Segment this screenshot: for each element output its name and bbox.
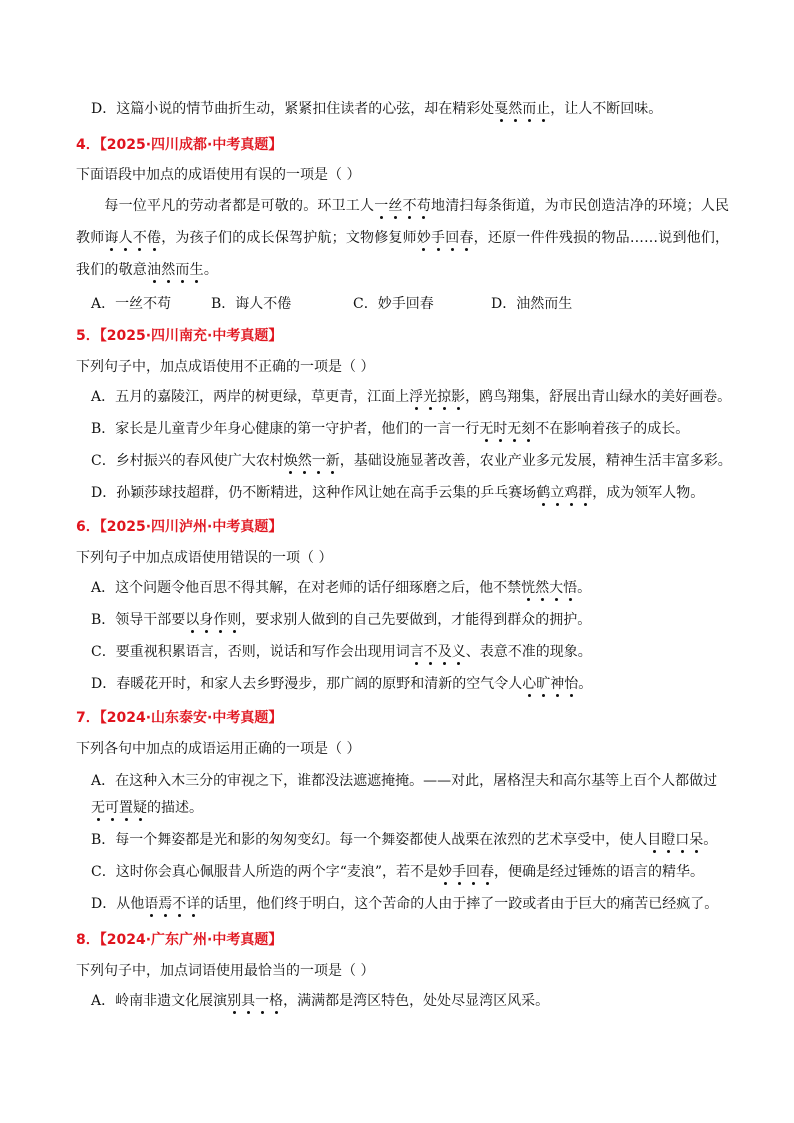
emphasis-dot-char: 油 [147, 262, 162, 278]
emphasis-dot-char: 鸡 [564, 485, 579, 501]
text-segment: A．这个问题令他百思不得其解，在对老师的话仔细琢磨之后，他不禁 [91, 580, 522, 596]
emphasis-dot-char: 然 [535, 580, 550, 596]
text-segment: 的话里，他们终于明白，这个苦命的人由于摔了一跤或者由于巨大的痛苦已经疯了。 [200, 896, 719, 912]
q5-option-d[interactable] [91, 484, 704, 502]
q7-option-a-cont[interactable] [91, 799, 203, 817]
emphasis-dot-char: 丝 [388, 198, 403, 214]
emphasis-dot-char: 瞪 [661, 832, 676, 848]
emphasized-idiom [91, 800, 147, 816]
emphasis-dot-char: 然 [161, 262, 176, 278]
q4-passage-line-1 [76, 197, 729, 215]
emphasis-dot-char: 置 [119, 800, 133, 816]
q4-choice-a[interactable]: A．一丝不苟 [91, 296, 172, 312]
text-segment: A．在这种入木三分的审视之下，谁都没法遮遮掩掩。——对此，屠格涅夫和高尔基等上百个人都做过 [91, 773, 718, 789]
q7-option-d[interactable] [91, 895, 718, 913]
q6-option-c[interactable] [91, 643, 592, 661]
emphasis-dot-char: 妙 [416, 230, 432, 246]
emphasis-dot-char: 呆 [689, 832, 704, 848]
q6-header: 6．【2025·四川泸州·中考真题】 [76, 519, 283, 535]
emphasized-idiom [374, 198, 431, 214]
emphasis-dot-char: 春 [480, 864, 495, 880]
emphasized-idiom [438, 864, 494, 880]
emphasis-dot-char: 人 [118, 230, 133, 246]
q6-option-b[interactable] [91, 611, 591, 629]
q4-stem: 下面语段中加点的成语使用有误的一项是（ ） [76, 167, 361, 183]
emphasis-dot-char: 掠 [437, 389, 452, 405]
emphasis-dot-char: 格 [269, 993, 284, 1009]
emphasis-dot-char: 戛 [494, 101, 509, 117]
emphasis-dot-char: 目 [647, 832, 662, 848]
emphasis-dot-char: 不 [172, 896, 187, 912]
text-segment: ，还原一件件残损的物品……说到他们， [473, 230, 730, 246]
emphasis-dot-char: 影 [451, 389, 466, 405]
q6-option-a[interactable] [91, 579, 591, 597]
emphasis-dot-char: 怡 [564, 676, 579, 692]
emphasized-idiom [409, 389, 465, 405]
emphasis-dot-char: 心 [522, 676, 537, 692]
text-segment: 每一位平凡的劳动者都是可敬的。环卫工人 [76, 198, 375, 214]
text-segment: D．从他 [91, 896, 145, 912]
text-segment: 我们的敬意 [76, 262, 147, 278]
emphasis-dot-char: 义 [451, 644, 466, 660]
q7-option-b[interactable] [91, 831, 717, 849]
emphasis-dot-char: 无 [479, 421, 494, 437]
q5-option-c[interactable] [91, 452, 732, 470]
emphasis-dot-char: 详 [186, 896, 201, 912]
text-segment: B．领导干部要 [91, 612, 186, 628]
q4-choice-c[interactable]: C．妙手回春 [353, 296, 434, 312]
emphasis-dot-char: 鹤 [536, 485, 551, 501]
emphasis-dot-char: 一 [255, 993, 270, 1009]
text-segment: 、表意不准的现象。 [465, 644, 592, 660]
text-segment: C．乡村振兴的春风使广大农村 [91, 453, 284, 469]
emphasis-dot-char: 手 [452, 864, 467, 880]
text-segment: B．家长是儿童青少年身心健康的第一守护者，他们的一言一行 [91, 421, 480, 437]
emphasis-dot-char: 及 [437, 644, 452, 660]
text-segment: 。 [203, 262, 219, 278]
emphasis-dot-char: 诲 [104, 230, 119, 246]
text-segment: ，鸥鸟翔集，舒展出青山绿水的美好画卷。 [465, 389, 732, 405]
text-segment: B．每一个舞姿都是光和影的匆匆变幻。每一个舞姿都使人战栗在浓烈的艺术享受中，使人 [91, 832, 648, 848]
emphasized-idiom [147, 262, 204, 278]
emphasis-dot-char: 可 [105, 800, 119, 816]
text-segment: ，成为领军人物。 [592, 485, 705, 501]
emphasis-dot-char: 而 [175, 262, 190, 278]
emphasized-idiom [521, 580, 577, 596]
q3-option-d-before: D．这篇小说的情节曲折生动，紧紧扣住读者的心弦，却在精彩处 [91, 101, 495, 117]
emphasized-idiom [410, 644, 466, 660]
text-segment: ，为孩子们的成长保驾护航；文物修复师 [161, 230, 417, 246]
emphasized-idiom [494, 101, 550, 117]
emphasis-dot-char: 旷 [536, 676, 551, 692]
text-segment: D．春暖花开时，和家人去乡野漫步，那广阔的原野和清新的空气令人 [91, 676, 523, 692]
emphasis-dot-char: 回 [445, 230, 460, 246]
q6-option-d[interactable] [91, 675, 592, 693]
q4-passage-line-2 [76, 229, 729, 247]
q8-stem: 下列句子中，加点词语使用最恰当的一项是（ ） [76, 963, 375, 979]
emphasis-dot-char: 焉 [158, 896, 173, 912]
emphasis-dot-char: 立 [550, 485, 565, 501]
text-segment: C．要重视积累语言，否则，说话和写作会出现用词 [91, 644, 410, 660]
q5-stem: 下列句子中，加点成语使用不正确的一项是（ ） [76, 359, 375, 375]
emphasis-dot-char: 不 [423, 644, 438, 660]
q4-header: 4．【2025·四川成都·中考真题】 [76, 137, 283, 153]
emphasis-dot-char: 倦 [147, 230, 162, 246]
text-segment: 的描述。 [147, 800, 203, 816]
text-segment: ，基础设施显著改善，农业产业多元发展，精神生活丰富多彩。 [339, 453, 732, 469]
emphasis-dot-char: 以 [185, 612, 200, 628]
emphasis-dot-char: 不 [132, 230, 148, 246]
emphasis-dot-char: 无 [507, 421, 522, 437]
emphasized-idiom [479, 421, 535, 437]
emphasis-dot-char: 回 [466, 864, 481, 880]
emphasis-dot-char: 身 [199, 612, 214, 628]
text-segment: 不在影响着孩子的成长。 [535, 421, 690, 437]
emphasis-dot-char: 浮 [409, 389, 424, 405]
text-segment: A．五月的嘉陵江，两岸的树更绿，草更青，江面上 [91, 389, 410, 405]
q4-choice-d[interactable]: D．油然而生 [491, 296, 573, 312]
emphasis-dot-char: 而 [522, 101, 537, 117]
text-segment: ，要求别人做到的自己先要做到，才能得到群众的拥护。 [241, 612, 592, 628]
emphasis-dot-char: 别 [227, 993, 242, 1009]
text-segment: 教师 [76, 230, 105, 246]
emphasis-dot-char: 苟 [416, 198, 432, 214]
emphasis-dot-char: 然 [508, 101, 523, 117]
emphasis-dot-char: 不 [402, 198, 417, 214]
q7-option-a[interactable] [91, 772, 717, 790]
q7-header: 7．【2024·山东泰安·中考真题】 [76, 710, 283, 726]
text-segment: 。 [703, 832, 718, 848]
q5-option-b[interactable] [91, 420, 689, 438]
emphasis-dot-char: 神 [550, 676, 565, 692]
emphasis-dot-char: 止 [536, 101, 551, 117]
emphasis-dot-char: 春 [459, 230, 474, 246]
q7-stem: 下列各句中加点的成语运用正确的一项是（ ） [76, 741, 361, 757]
emphasis-dot-char: 口 [675, 832, 690, 848]
emphasized-idiom [522, 676, 578, 692]
q4-choices [91, 295, 572, 313]
emphasis-dot-char: 刻 [521, 421, 536, 437]
emphasized-idiom [536, 485, 592, 501]
emphasis-dot-char: 手 [431, 230, 446, 246]
text-segment: D．孙颖莎球技超群，仍不断精进，这种作风让她在高手云集的乒乓赛场 [91, 485, 537, 501]
text-segment: A．岭南非遗文化展演 [91, 993, 228, 1009]
q7-option-c[interactable] [91, 863, 704, 881]
emphasized-idiom [284, 453, 340, 469]
text-segment: 地清扫每条街道，为市民创造洁净的环境；人民 [431, 198, 730, 214]
emphasis-dot-char: 生 [189, 262, 204, 278]
emphasis-dot-char: 光 [423, 389, 438, 405]
emphasized-idiom [227, 993, 283, 1009]
q3-option-d-after: ，让人不断回味。 [550, 101, 663, 117]
emphasis-dot-char: 言 [409, 644, 424, 660]
emphasized-idiom [417, 230, 474, 246]
emphasis-dot-char: 悟 [563, 580, 578, 596]
emphasis-dot-char: 妙 [438, 864, 453, 880]
text-segment: C．这时你会真心佩服昔人所造的两个字“麦浪”，若不是 [91, 864, 439, 880]
q3-option-d[interactable] [91, 100, 662, 118]
emphasis-dot-char: 作 [213, 612, 228, 628]
q8-header: 8．【2024·广东广州·中考真题】 [76, 932, 283, 948]
emphasis-dot-char: 疑 [133, 800, 147, 816]
text-segment: 。 [577, 580, 592, 596]
emphasis-dot-char: 恍 [521, 580, 536, 596]
text-segment: ，便确是经过锤炼的语言的精华。 [494, 864, 705, 880]
emphasis-dot-char: 新 [325, 453, 340, 469]
q4-choice-b[interactable]: B．诲人不倦 [211, 296, 292, 312]
emphasis-dot-char: 群 [578, 485, 593, 501]
emphasis-dot-char: 焕 [283, 453, 298, 469]
emphasized-idiom [104, 230, 161, 246]
emphasis-dot-char: 无 [91, 800, 105, 816]
q5-header: 5．【2025·四川南充·中考真题】 [76, 328, 283, 344]
q8-option-a[interactable] [91, 992, 549, 1010]
emphasized-idiom [144, 896, 200, 912]
emphasis-dot-char: 时 [493, 421, 508, 437]
q6-stem: 下列句子中加点成语使用错误的一项（ ） [76, 550, 333, 566]
q4-passage-line-3 [76, 261, 218, 279]
emphasis-dot-char: 则 [227, 612, 242, 628]
emphasis-dot-char: 然 [297, 453, 312, 469]
emphasis-dot-char: 语 [144, 896, 159, 912]
emphasis-dot-char: 大 [549, 580, 564, 596]
q3-option-d-idiom [494, 101, 550, 117]
emphasized-idiom [185, 612, 241, 628]
text-segment: ，满满都是湾区特色，处处尽显湾区风采。 [283, 993, 550, 1009]
q5-option-a[interactable] [91, 388, 731, 406]
text-segment: 。 [578, 676, 593, 692]
emphasized-idiom [647, 832, 703, 848]
emphasis-dot-char: 具 [241, 993, 256, 1009]
emphasis-dot-char: 一 [374, 198, 389, 214]
emphasis-dot-char: 一 [311, 453, 326, 469]
